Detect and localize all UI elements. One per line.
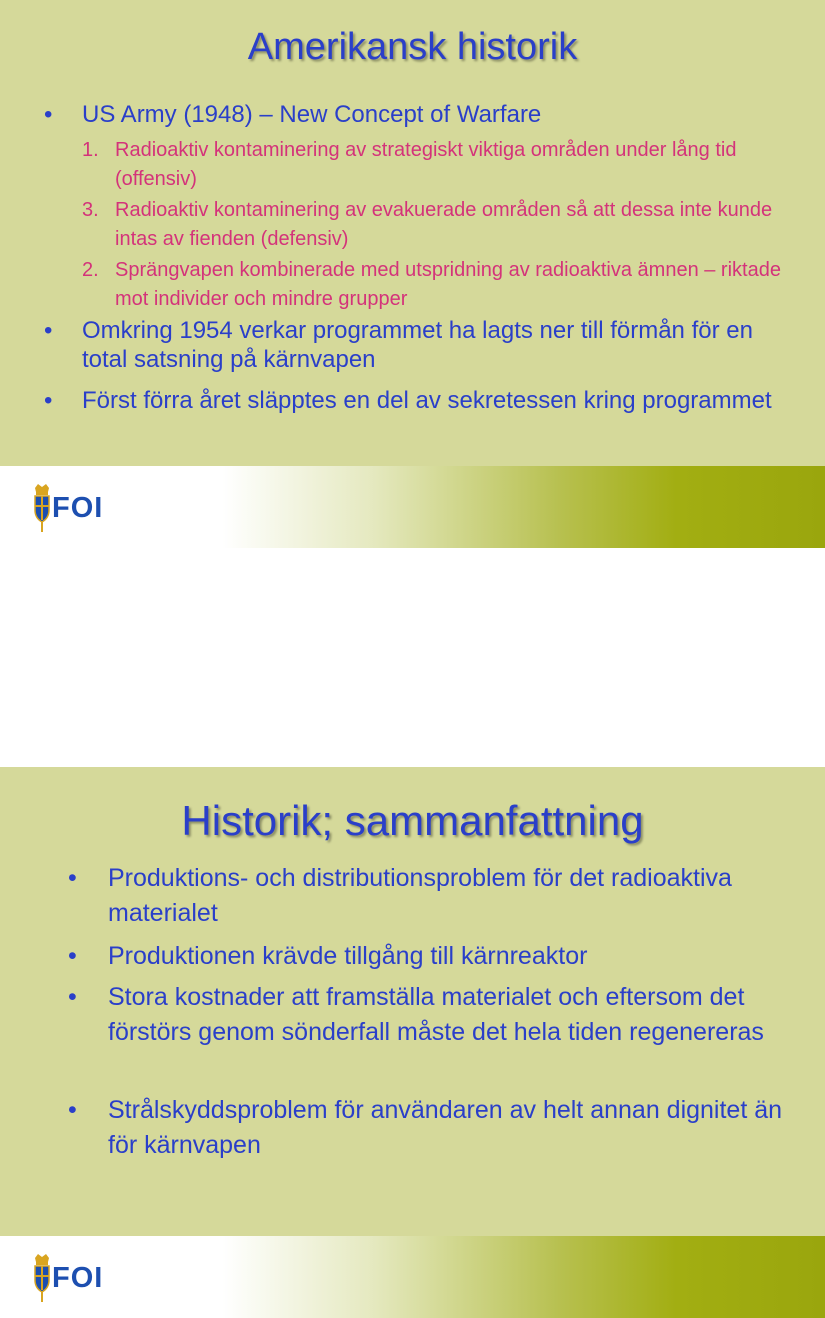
bullet-dot: • bbox=[44, 101, 53, 128]
logo-text: FOI bbox=[52, 492, 104, 524]
bullet-text: Stora kostnader att framställa materialet och eftersom det förstörs genom sönderfall måste det hela tiden regenereras bbox=[108, 983, 764, 1046]
subitem-text: Radioaktiv kontaminering av evakuerade områden så att dessa inte kunde intas av fienden (defensiv) bbox=[115, 199, 773, 250]
subitem-number: 2. bbox=[82, 259, 99, 281]
bullet-item bbox=[68, 1093, 798, 1162]
numbered-subitem bbox=[82, 256, 795, 314]
bullet-text: Produktions- och distributionsproblem för det radioaktiva materialet bbox=[108, 864, 732, 927]
logo-text: FOI bbox=[52, 1262, 104, 1294]
slide-amerikansk-historik bbox=[0, 0, 825, 548]
numbered-subitem bbox=[82, 196, 795, 254]
foi-logo bbox=[32, 1250, 122, 1304]
bullet-dot: • bbox=[68, 983, 77, 1011]
bullet-item bbox=[44, 100, 792, 129]
bullet-dot: • bbox=[68, 942, 77, 970]
slide-title: Amerikansk historik bbox=[247, 26, 578, 68]
slide-historik-sammanfattning bbox=[0, 767, 825, 1318]
numbered-subitem bbox=[82, 136, 795, 194]
bullet-dot: • bbox=[44, 317, 53, 344]
subitem-text: Radioaktiv kontaminering av strategiskt viktiga områden under lång tid (offensiv) bbox=[115, 139, 737, 190]
slide-content bbox=[0, 0, 825, 467]
crown-shield-icon bbox=[32, 1250, 52, 1304]
slide-content bbox=[0, 767, 825, 1234]
crown-shield-icon bbox=[32, 480, 52, 534]
bullet-item bbox=[44, 386, 792, 415]
bullet-text: Omkring 1954 verkar programmet ha lagts ner till förmån för en total satsning på kärnvapen bbox=[82, 317, 753, 374]
foi-logo bbox=[32, 480, 122, 534]
bullet-text: Strålskyddsproblem för användaren av helt annan dignitet än för kärnvapen bbox=[108, 1096, 783, 1159]
bullet-text: US Army (1948) – New Concept of Warfare bbox=[82, 101, 542, 128]
bullet-dot: • bbox=[44, 387, 53, 414]
bullet-dot: • bbox=[68, 864, 77, 892]
slide-footer bbox=[0, 1236, 825, 1318]
bullet-text: Först förra året släpptes en del av sekretessen kring programmet bbox=[82, 387, 772, 414]
subitem-number: 1. bbox=[82, 139, 99, 161]
slide-title: Historik; sammanfattning bbox=[181, 797, 644, 844]
bullet-item bbox=[68, 939, 798, 974]
bullet-item bbox=[44, 316, 792, 375]
bullet-dot: • bbox=[68, 1096, 77, 1124]
subitem-number: 3. bbox=[82, 199, 99, 221]
slide-footer bbox=[0, 466, 825, 548]
bullet-item bbox=[68, 861, 798, 930]
bullet-item bbox=[68, 980, 798, 1049]
bullet-text: Produktionen krävde tillgång till kärnreaktor bbox=[108, 942, 588, 970]
subitem-text: Sprängvapen kombinerade med utspridning av radioaktiva ämnen – riktade mot individer och mindre grupper bbox=[115, 259, 781, 310]
